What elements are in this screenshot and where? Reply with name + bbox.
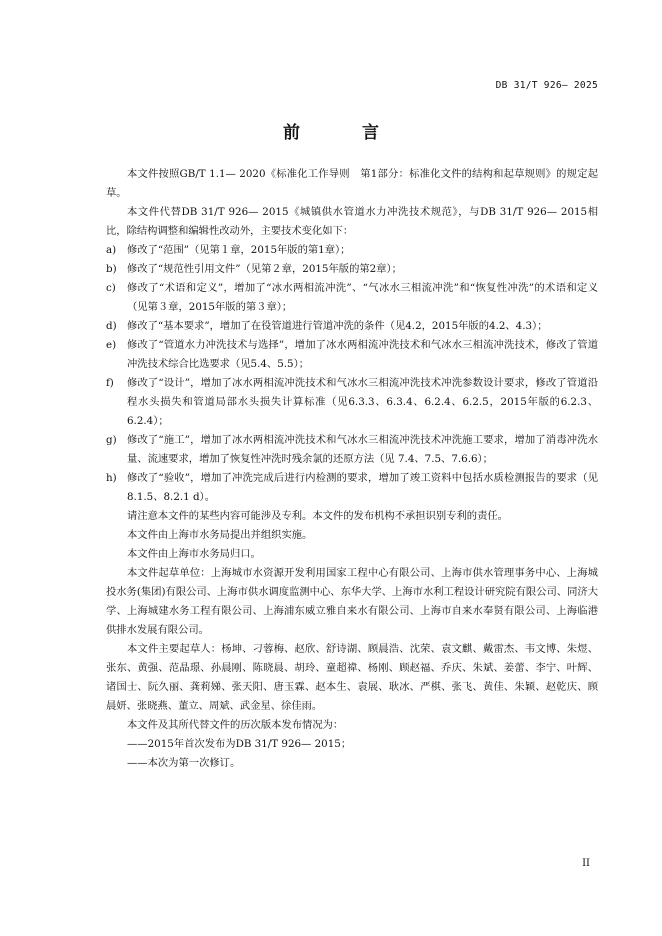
list-item (106, 374, 598, 431)
list-item-text: 修改了“施工”，增加了冰水两相流冲洗技术和气冰水三相流冲洗技术冲洗施工要求，增加了消毒冲洗水量、流速要求，增加了恢复性冲洗时残余氯的还原方法（见 7.4、7.5、7.6.6）； (127, 434, 598, 465)
list-marker: f) (106, 377, 114, 389)
list-marker: d) (106, 320, 117, 332)
list-marker: b) (106, 263, 117, 275)
list-marker: c) (106, 282, 116, 294)
foreword-body (106, 165, 598, 773)
list-item-text: 修改了“验收”，增加了冲洗完成后进行内检测的要求，增加了竣工资料中包括水质检测报告的要求（见8.1.5、8.2.1 d）。 (127, 472, 598, 503)
history-item: ——本次为第一次修订。 (127, 757, 241, 769)
proposer-statement: 本文件由上海市水务局提出并组织实施。 (127, 529, 313, 541)
list-item (106, 469, 598, 507)
history-item: ——2015年首次发布为DB 31/T 926— 2015； (127, 738, 352, 750)
list-item-text: 修改了“术语和定义”，增加了“冰水两相流冲洗”、“气冰水三相流冲洗”和“恢复性冲洗”的术语和定义（见第３章，2015年版的第３章）； (127, 282, 598, 313)
list-item-text: 修改了“设计”，增加了冰水两相流冲洗技术和气冰水三相流冲洗技术冲洗参数设计要求，修改了管道沿程水头损失和管道局部水头损失计算标准（见6.3.3、6.3.4、6.2.4、6.2.5，2015年版的6.2.3、6.2.4）； (127, 377, 598, 427)
intro-paragraph: 本文件按照GB/T 1.1— 2020《标准化工作导则 第1部分：标准化文件的结构和起草规则》的规定起草。 (106, 168, 598, 199)
list-item-text: 修改了“规范性引用文件”（见第２章，2015年版的第2章）； (127, 263, 402, 275)
list-marker: g) (106, 434, 117, 446)
patent-notice: 请注意本文件的某些内容可能涉及专利。本文件的发布机构不承担识别专利的责任。 (127, 510, 508, 522)
changes-list (106, 241, 598, 507)
list-item (106, 260, 598, 279)
list-marker: e) (106, 339, 117, 351)
document-id: DB 31/T 926— 2025 (495, 80, 598, 91)
administrator-statement: 本文件由上海市水务局归口。 (127, 548, 261, 560)
intro-paragraph: 本文件代替DB 31/T 926— 2015《城镇供水管道水力冲洗技术规范》，与DB 31/T 926— 2015相比，除结构调整和编辑性改动外，主要技术变化如下： (106, 206, 598, 237)
list-item-text: 修改了“基本要求”，增加了在役管道进行管道冲洗的条件（见4.2，2015年版的4.2、4.3）； (127, 320, 548, 332)
list-item (106, 279, 598, 317)
history-intro: 本文件及其所代替文件的历次版本发布情况为： (127, 719, 344, 731)
drafters: 本文件主要起草人：杨坤、刁蓉梅、赵欣、舒诗湖、顾晨浩、沈荣、袁文麒、戴雷杰、韦文博、朱煜、张东、黄强、范晶璟、孙晨刚、陈晓晨、胡玲、童超禕、杨刚、顾赵福、乔庆、朱斌、姜蕾、李宁、叶辉、诸国士、阮久丽、龚莉娣、张天阳、唐玉霖、赵本生、袁展、耿冰、严棋、张飞、黄佳、朱颖、赵乾庆、顾晨妍、张晓燕、董立、周斌、武金星、徐佳雨。 (106, 643, 598, 712)
list-item-text: 修改了“范围”（见第１章，2015年版的第1章）； (127, 244, 351, 256)
page-number: II (582, 858, 590, 869)
list-marker: h) (106, 472, 117, 484)
page-title: 前 言 (283, 123, 407, 143)
list-item (106, 241, 598, 260)
list-item (106, 431, 598, 469)
drafting-organizations: 本文件起草单位：上海城市水资源开发利用国家工程中心有限公司、上海市供水管理事务中心、上海城投水务(集团)有限公司、上海市供水调度监测中心、东华大学、上海市水利工程设计研究院有限公司、同济大学、上海城建水务工程有限公司、上海浦东威立雅自来水有限公司、上海市自来水奉贤有限公司、上海临港供排水发展有限公司。 (106, 567, 598, 636)
list-marker: a) (106, 244, 117, 256)
list-item (106, 317, 598, 336)
list-item-text: 修改了“管道水力冲洗技术与选择”，增加了冰水两相流冲洗技术和气冰水三相流冲洗技术，修改了管道冲洗技术综合比选要求（见5.4、5.5）； (127, 339, 598, 370)
list-item (106, 336, 598, 374)
